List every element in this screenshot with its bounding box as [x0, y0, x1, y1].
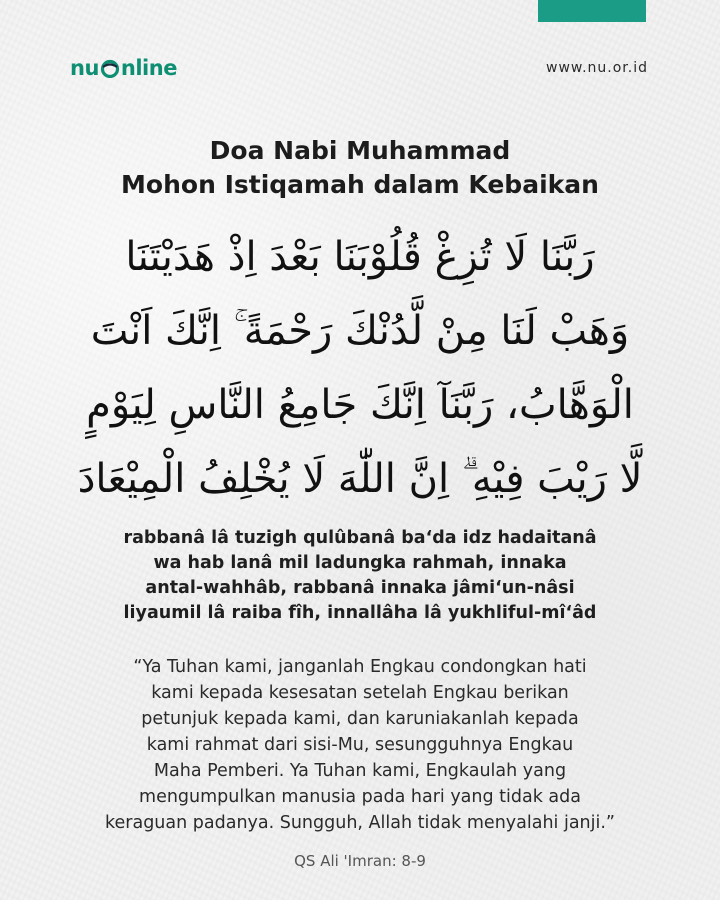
- title-line-1: Doa Nabi Muhammad: [209, 136, 511, 165]
- translation: [0, 654, 720, 836]
- arabic-line: لَّا رَيْبَ فِيْهِ ۗ اِنَّ اللّٰهَ لَا يُخْلِفُ الْمِيْعَادَ: [77, 456, 643, 502]
- verse-reference: QS Ali 'Imran: 8-9: [294, 852, 426, 870]
- transliteration-line: wa hab lanâ mil ladungka rahmah, innaka: [153, 553, 567, 573]
- transliteration: [0, 526, 720, 626]
- logo-o-icon: [100, 58, 120, 78]
- logo-suffix: nline: [120, 56, 177, 80]
- arabic-line: رَبَّنَا لَا تُزِغْ قُلُوْبَنَا بَعْدَ اِذْ هَدَيْتَنَا: [125, 234, 595, 280]
- accent-bar: [538, 0, 646, 22]
- arabic-prayer: [60, 220, 660, 516]
- translation-line: mengumpulkan manusia pada hari yang tidak ada: [139, 787, 581, 807]
- translation-line: keraguan padanya. Sungguh, Allah tidak menyalahi janji.”: [105, 813, 615, 833]
- transliteration-line: rabbanâ lâ tuzigh qulûbanâ ba‘da idz hadaitanâ: [123, 528, 597, 548]
- page-title: [0, 134, 720, 202]
- translation-line: petunjuk kepada kami, dan karuniakanlah kepada: [141, 709, 579, 729]
- arabic-line: الْوَهَّابُ، رَبَّنَآ اِنَّكَ جَامِعُ النَّاسِ لِيَوْمٍ: [86, 382, 634, 428]
- translation-line: “Ya Tuhan kami, janganlah Engkau condongkan hati: [133, 657, 587, 677]
- arabic-line: وَهَبْ لَنَا مِنْ لَّدُنْكَ رَحْمَةً ۚ اِنَّكَ اَنْتَ: [90, 308, 630, 354]
- translation-line: kami kepada kesesatan setelah Engkau berikan: [151, 683, 569, 703]
- transliteration-line: antal-wahhâb, rabbanâ innaka jâmi‘un-nâsi: [145, 578, 575, 598]
- translation-line: Maha Pemberi. Ya Tuhan kami, Engkaulah yang: [153, 761, 567, 781]
- title-line-2: Mohon Istiqamah dalam Kebaikan: [121, 170, 599, 199]
- website-url[interactable]: www.nu.or.id: [546, 60, 648, 76]
- translation-line: kami rahmat dari sisi-Mu, sesungguhnya Engkau: [146, 735, 574, 755]
- logo-prefix: nu: [70, 56, 99, 80]
- transliteration-line: liyaumil lâ raiba fîh, innallâha lâ yukhliful-mî‘âd: [123, 603, 597, 623]
- nu-online-logo[interactable]: [70, 56, 177, 80]
